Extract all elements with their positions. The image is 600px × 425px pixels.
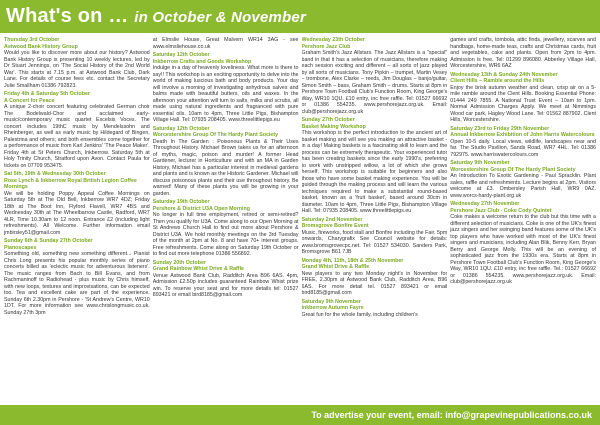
event-body: Something old, something new something different... Pianist Chris Long presents his popular monthly series of piano concerts billed as 'eclectic music for adventurous listeners'. The music ranges from Bach to Bill Evans, and from Rachmaninoff to Radiohead - plus music by Chris himself, with new loops, textures and improvisations, can be expected too. Tea and excellent cake are part of the experience. Sunday 6th 2.30pm in Pershore - 'St Andrew's Centre, WR10 1DT. For more information see www.chrislongmusic.co.uk. Sunday 27th 3pm: [4, 251, 150, 316]
event-title: Client Hills – Ramble around the Hills: [450, 78, 545, 84]
event-title: Inkberrow Crafts and Goods Workshop: [152, 58, 252, 65]
event-item: [4, 238, 150, 316]
event-item: [153, 37, 299, 50]
event-item: [153, 52, 299, 124]
event-date: Saturday 9th November: [450, 160, 510, 166]
event-title: Basket Making Workshop: [301, 123, 366, 130]
event-body: Venue Astwood Bank Club, Radditch Area B96 6AS. 4pm, Admission £2.50p includes guaranteed Rainbow Whist prize win. To reserve your seat and for more details tel: 01527 893421 or email bird8185@gmail.com: [152, 272, 299, 298]
page-footer: [0, 405, 600, 425]
event-body: Would you like to discover more about our history? Astwood Bank History Group is presenting 10 weekly lectures, led by Dr Stuart Jennings, on 'The Social History of the 2nd World War'. This starts at 7.15 p.m. at Astwood Bank Club, Dark Lane. For details of course fees etc. contact the Secretary Julie Smallham 01386 792823.: [4, 50, 150, 89]
event-date: Wednesday 13th & Sunday 24th November: [450, 71, 558, 78]
event-body: Great fun for the whole family, including children's: [301, 311, 418, 318]
event-body: No longer in full time employment, retired or semi-retired? Then you qualify for U3A. Come along to our Open Morning at St Andrews Church Hall to find out more about Pershore & District U3A. We hold monthly meetings on the 3rd Tuesday of the month at 2pm at No. 8 and have 70+ interest groups. Free refreshments. Come along on Saturday 19th October or to find out more telephone 01386 556892.: [152, 212, 299, 257]
event-body: Music, fireworks, food stall and Bonfire including the Fair. 5pm onwards, Charygrafix See Council website for details: www.bromsgrovecpc.net. Tel: 01527 534030. Sanders Park, Bromsgrove B61 7JB: [301, 229, 448, 255]
event-item: [450, 201, 596, 286]
event-date: Saturday 12th October: [152, 125, 210, 132]
event-title: Bromsgrove Bonfire Event: [301, 223, 369, 229]
event-item: [450, 37, 596, 70]
event-title: Worcestershire Group Of The Hardy Plant Society: [152, 132, 279, 138]
event-date: Sunday 27th October: [301, 117, 355, 123]
event-date: Saturday 12th October: [152, 52, 210, 58]
event-body: Coke makes a welcome return to the club but this time with a different selection of musicians. Coke is one of the UK's finest jazz singers and her swinging band features some of the UK's top players who have worked with most of the UK's finest singers and musicians, including Alan Blik, Benny Kerr, Bryan Berry and George Molly. This will be an evening of sophisticated jazz from the 1930s era. Starts at 8pm in Pershore Town Football Club's Function Room, King George's Way, WR10 1QU. £10 entry, inc free raffle. Tel.: 01527 66692 or 01386 554235. www.pershorejazz.org.uk. Email: club@pershorejazz.org.uk: [450, 214, 596, 285]
event-item: [450, 160, 596, 199]
event-title: Grand Rainbow Whist Drive & Raffle: [152, 266, 244, 272]
event-item: [153, 260, 299, 299]
event-item: [4, 91, 150, 169]
events-column-1: [4, 37, 150, 401]
event-date: Saturday 9th November: [301, 298, 361, 305]
event-date: Saturday 19th October: [152, 199, 210, 205]
event-body: An Introduction To Exotic Gardening - Paul Spracklin. Plant sales, raffle and refreshments. Lecture begins at 2pm. Visitors welcome at £3. Ombersley Parish Hall, WR9 0AZ. www.worcs-hardy-plant.org.uk: [450, 173, 596, 199]
event-item: [450, 72, 596, 124]
page-title: [6, 5, 306, 28]
event-title: Astwood Bank History Group: [4, 43, 78, 50]
event-title: Pershore Jazz Club: [301, 43, 351, 50]
event-item: [153, 126, 299, 198]
event-item: [4, 171, 150, 236]
event-date: Friday 4th & Saturday 5th October: [4, 91, 90, 97]
event-body: Open 10-5 daily. Local views, wildlife, landscapes near and far. The Studio Pavilion, Sands Road, WR7 4HL. Tel: 01386 792975. www.harriswatercolours.com: [450, 138, 596, 158]
event-title: Pershore & District U3A Open Morning: [152, 205, 250, 212]
event-title: Pianoscapes: [4, 244, 37, 251]
title-main: What's on …: [6, 5, 135, 27]
event-date: Monday 4th, 11th, 18th & 25th November: [301, 257, 404, 264]
event-item: [302, 258, 448, 297]
event-title: Rose Lynch & Inkberrow Royal British Legion Coffee Mornings: [4, 177, 137, 190]
event-body: Indulge in a day of heavenly loveliness. What more is there to say!! This workshop is an exciting opportunity to delve into the world of making luscious bath and body products. Your day will involve a morning of investigating anhydrous salves and balms made with beautiful butters, oils and waxes. In the afternoon your attention will turn to salts, milks and scrubs, all made using natural ingredients and fragranced with pure essential oils. 10am to 4pm, Three Little Pigs, Bishampton Village Hall. Tel: 07935 208405. www.threelittlepigs.eu: [152, 65, 299, 123]
event-date: Sunday 20th October: [152, 259, 207, 266]
events-column-3: [302, 37, 448, 401]
event-title: Annual Inkberrow Exhibition of John Harris Watercolours: [450, 132, 595, 138]
event-date: Wednesday 27th November: [450, 201, 520, 207]
event-title: Grand Whist Drive & Raffle: [301, 264, 370, 270]
event-date: Saturday 2nd November: [301, 216, 363, 223]
event-date: Wednesday 23th October: [301, 37, 365, 43]
event-body: at Elmslie House, Great Malvern WR14 3AG - see www.elmsliehouse.co.uk: [152, 37, 299, 50]
event-title: A Concert for Peace: [4, 97, 55, 104]
title-sub: in October & November: [134, 9, 306, 26]
event-title: Inkberrow Autumn Fayre: [301, 305, 364, 311]
event-body: New players to any two Monday night's in November for FREE, 2.30pm at Astwood Bank Club, Radditch Area, B96 6AS. For more detail tel. 01527 893421 or email bird8185@gmail.com: [301, 270, 448, 296]
event-date: Sat 5th, 19th & Wednesday 30th October: [4, 171, 106, 177]
events-column-2: [153, 37, 299, 401]
event-body: Death In The Garden : Poisonous Plants & Their Uses Throughout History. Michael Brown takes us for an afternoon of myths, magic, poison and murder! A former Head Gardener, lecturer in Horticulture and with an MA in Garden History, Michael has a particular interest in medieval gardens and plants and is known as the Historic Gardener. Michael will discuss poisonous plants and their use throughout history. Be warned! Many of these plants you will be growing in your garden.: [152, 138, 299, 197]
event-item: [302, 37, 448, 115]
event-item: [302, 217, 448, 256]
events-columns: [4, 37, 596, 401]
event-body: We will be holding Poppy Appeal Coffee Mornings on Saturday 5th at The Old Bell, Inkberrow WR7 4DZ; Friday 18th at The Boot Inn, Flyford Flavell, WR7 4BS and Wednesday 30th at The Wheelbarrow Castle, Radford, WR7 4LR, Time 10.30am to 12 noon. Entrance £2 (including light refreshments). All Welcome. Further information email jmbirsley51@gmail.com: [4, 190, 150, 236]
event-date: Sunday 6th & Sunday 27th October: [4, 238, 93, 244]
event-item: [450, 126, 596, 159]
events-column-4: [450, 37, 596, 401]
event-body: This workshop is the perfect introduction to the ancient art of basket making and will see you making an attractive basket - in a day! Making baskets is a fascinating skill to learn and the process can be extremely therapeutic. Your experienced tutor has been creating baskets since the early 1990's, preferring to work with unstripped willow, a lot of which she grows herself. This workshop is suitable for beginners and also those who have some basket making experience. You will be guided through the making process and will learn the various techniques required to make a substantial round-based basket, known as a 'fruit basket', based around 30cm in diameter. 10am to 4pm, Three Little Pigs, Bishampton Village Hall. Tel: 07935 208405. www.threelittlepigs.eu: [301, 130, 448, 214]
event-body: A unique 2-choir concert featuring celebrated German choir The Bodelwald-Chor and acclaimed early-music/contemporary music quartet Excelsis Voces. The concert includes 19thC music by Mendelssohn and Rheinberger, as well as early music by Hildegard of Bingen, Palestrina and others; and both ensembles come together for a performance of music from Karl Jenkins' 'The Peace Maker'. Friday 4th at St Peters Church, Inkberrow. Saturday 5th at Holy Trinity Church, Stratford upon Avon. Contact Paula for tickets on 07709 953475.: [4, 104, 150, 169]
event-item: [302, 117, 448, 215]
event-body: Enjoy the brisk autumn weather and clean, crisp air on a 5-mile ramble around the Clent Hills. Booking Essential Phone: 01444 249 7855. A National Trust Event – 10am to 1pm. Normal Admission Charges Apply. We meet at Nimmings Wood car park, Hagley Wood Lane. Tel: 01562 887902. Clent Hills, Worcestershire.: [450, 84, 596, 123]
event-body: Graham Smith's Jazz Allstars. The Jazz Allstars is a "special" band in that it has a selection of musicians, therefore making each session exciting and different – all sorts of jazz played by all sorts of musicians. Tony Pipkin – trumpet, Martin Vesey – trombone, Alex Clarke – reeds, Jim Douglas – banjo/guitar, Simon Smith – bass, Graham Smith – drums. Starts at 8pm in Pershore Town Football Club's Function Room, King George's Way, WR10 1QU. £10 entry, inc free raffle. Tel: 01527 66692 or 01386 554235. www.pershorejazz.org.uk. Email: club@pershorejazz.org.uk: [301, 50, 448, 115]
event-title: Worcestershire Group Of The Hardy Plant Society: [450, 166, 576, 173]
event-item: [302, 299, 448, 319]
event-body: games and crafts, tombola, attic finds, jewellery, scarves and handbags, home-made teas, crafts and Christmas cards, fruit and vegetables, cake and plants. Open from 2pm to 4pm. Admission is free. Tel: 01299 896080. Abberley Village Hall, Worcestershire, WR6 6AZ: [450, 37, 596, 69]
event-title: Pershore Jazz Club - Coke Cody Quintet: [450, 207, 552, 214]
event-date: Saturday 23rd to Friday 29th November: [450, 125, 550, 132]
page-header: [0, 0, 600, 33]
event-item: [4, 37, 150, 89]
event-item: [153, 199, 299, 258]
footer-advertise-text: To advertise your event, email: info@grapevinepublications.co.uk: [311, 410, 592, 420]
event-date: Thursday 3rd October: [4, 37, 60, 43]
